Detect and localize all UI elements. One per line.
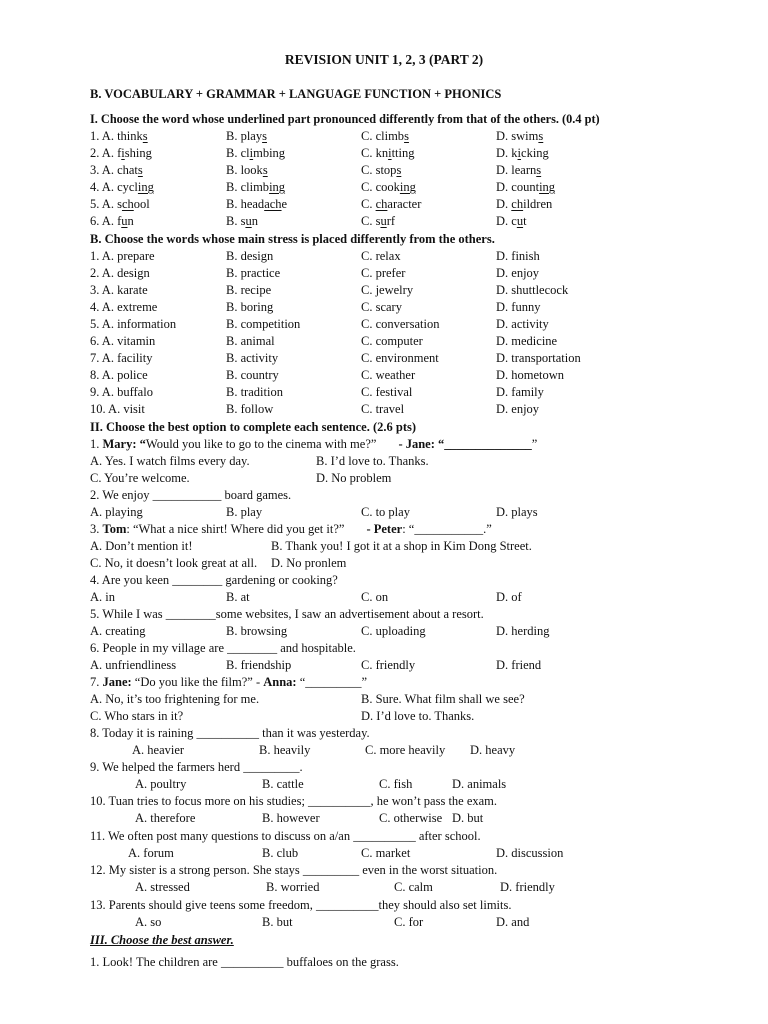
part1-row <box>90 179 730 196</box>
option-c[interactable]: C. to play <box>361 505 410 519</box>
option-b[interactable] <box>226 162 268 179</box>
question-11-options <box>90 845 730 862</box>
underlined-part: i <box>388 146 392 160</box>
option-b[interactable]: B. country <box>226 368 279 382</box>
option-c[interactable]: C. You’re welcome. <box>90 471 190 485</box>
option-a[interactable]: 10. A. visit <box>90 402 145 416</box>
word-part: 5. A. s <box>90 197 122 211</box>
option-d[interactable]: D. family <box>496 385 544 399</box>
page-title: REVISION UNIT 1, 2, 3 (PART 2) <box>284 52 484 67</box>
option-a[interactable] <box>90 213 134 230</box>
option-a[interactable]: 9. A. buffalo <box>90 385 153 399</box>
word-part: C. climb <box>361 129 405 143</box>
underlined-part: i <box>249 146 254 160</box>
question-10-options <box>90 810 730 827</box>
word-part: D. k <box>496 146 518 160</box>
question-1: 1. Mary: “Would you like to go to the cinema with me?” - Jane: “______________” <box>90 437 538 451</box>
option-a[interactable]: A. Yes. I watch films every day. <box>90 454 250 468</box>
question-4: 4. Are you keen ________ gardening or cooking? <box>90 573 338 587</box>
option-b[interactable]: B. club <box>262 846 299 860</box>
part1-row <box>90 196 730 213</box>
word-part: 6. A. f <box>90 214 122 228</box>
option-b[interactable]: B. practice <box>226 266 281 280</box>
option-d[interactable]: D. I’d love to. Thanks. <box>361 709 475 723</box>
underlined-part: u <box>380 214 387 228</box>
option-a[interactable]: A. heavier <box>132 743 185 757</box>
option-c[interactable]: C. No, it doesn’t look great at all. <box>90 556 258 570</box>
option-b[interactable]: B. worried <box>266 880 320 894</box>
question-8: 8. Today it is raining __________ than it was yesterday. <box>90 726 370 740</box>
option-d[interactable]: D. plays <box>496 505 538 519</box>
underlined-part: s <box>142 129 148 143</box>
option-d[interactable]: D. animals <box>452 777 507 791</box>
option-c[interactable]: C. for <box>394 915 424 929</box>
option-b[interactable]: B. boring <box>226 300 274 314</box>
option-d[interactable]: D. No pronlem <box>271 556 347 570</box>
option-b[interactable]: B. design <box>226 249 274 263</box>
option-d[interactable] <box>496 196 552 213</box>
part2-row <box>90 384 730 401</box>
option-c[interactable]: C. on <box>361 590 389 604</box>
option-d[interactable]: D. and <box>496 915 530 929</box>
option-d[interactable]: D. discussion <box>496 846 564 860</box>
option-b[interactable] <box>226 145 285 162</box>
underlined-part: ch <box>121 197 134 211</box>
word-part: e <box>281 197 288 211</box>
word-part: B. look <box>226 163 263 177</box>
option-d[interactable] <box>496 213 527 230</box>
word-part: ildren <box>523 197 553 211</box>
question-6: 6. People in my village are ________ and hospitable. <box>90 641 356 655</box>
option-a[interactable]: A. poultry <box>135 777 187 791</box>
option-c[interactable]: C. jewelry <box>361 283 414 297</box>
word-part: C. <box>361 197 376 211</box>
option-c[interactable] <box>361 145 415 162</box>
option-d[interactable]: D. transportation <box>496 351 581 365</box>
word-part: tting <box>391 146 415 160</box>
option-a[interactable]: 3. A. karate <box>90 283 148 297</box>
question-12-options <box>90 879 730 896</box>
part4-heading: III. Choose the best answer. <box>90 933 234 947</box>
option-a[interactable]: 2. A. design <box>90 266 150 280</box>
question-8-options <box>90 742 730 759</box>
word-part: n <box>251 214 258 228</box>
question-3-options-row1 <box>90 538 730 555</box>
word-part: aracter <box>387 197 422 211</box>
question-3: 3. Tom: “What a nice shirt! Where did you get it?” - Peter: “___________.” <box>90 522 492 536</box>
option-d[interactable]: D. No problem <box>316 471 392 485</box>
option-a[interactable]: 4. A. extreme <box>90 300 158 314</box>
part2-row <box>90 401 730 418</box>
option-c[interactable]: C. travel <box>361 402 405 416</box>
question-6-options <box>90 657 730 674</box>
part2-row <box>90 248 730 265</box>
part1-row <box>90 128 730 145</box>
underlined-part: i <box>517 146 522 160</box>
option-b[interactable]: B. play <box>226 505 263 519</box>
underlined-part: i <box>121 146 125 160</box>
word-part: 1. A. think <box>90 129 143 143</box>
option-a[interactable]: 1. A. prepare <box>90 249 155 263</box>
question-5: 5. While I was ________some websites, I saw an advertisement about a resort. <box>90 607 484 621</box>
option-a[interactable] <box>90 162 143 179</box>
question-13-options <box>90 914 730 931</box>
underlined-part: ing <box>399 180 416 194</box>
option-a[interactable]: A. Don’t mention it! <box>90 539 193 553</box>
option-b[interactable]: B. I’d love to. Thanks. <box>316 454 429 468</box>
option-c[interactable]: C. weather <box>361 368 416 382</box>
part1-row <box>90 213 730 230</box>
underlined-part: s <box>262 163 268 177</box>
option-c[interactable]: C. more heavily <box>365 743 446 757</box>
word-part: D. learn <box>496 163 537 177</box>
option-a[interactable]: A. therefore <box>135 811 196 825</box>
option-d[interactable]: D. but <box>452 811 484 825</box>
underlined-part: ch <box>375 197 388 211</box>
option-a[interactable] <box>90 128 148 145</box>
option-b[interactable]: B. follow <box>226 402 274 416</box>
option-c[interactable]: C. computer <box>361 334 423 348</box>
option-b[interactable]: B. heavily <box>259 743 311 757</box>
option-d[interactable]: D. shuttlecock <box>496 283 569 297</box>
option-b[interactable]: B. competition <box>226 317 301 331</box>
question-4-options <box>90 589 730 606</box>
question-1-options-row2 <box>90 470 730 487</box>
option-c[interactable]: C. environment <box>361 351 439 365</box>
question-11: 11. We often post many questions to discuss on a/an __________ after school. <box>90 829 481 843</box>
word-part: D. <box>496 197 512 211</box>
option-d[interactable]: D. enjoy <box>496 402 540 416</box>
option-c[interactable]: C. fish <box>379 777 413 791</box>
option-d[interactable]: D. heavy <box>470 743 516 757</box>
option-d[interactable] <box>496 179 555 196</box>
option-c[interactable] <box>361 196 421 213</box>
option-d[interactable]: D. herding <box>496 624 550 638</box>
part1-row <box>90 145 730 162</box>
word-part: C. cook <box>361 180 400 194</box>
option-c[interactable]: C. market <box>361 846 411 860</box>
option-c[interactable] <box>361 179 416 196</box>
option-d[interactable]: D. funny <box>496 300 541 314</box>
question-7-options-row2 <box>90 708 730 725</box>
part2-row <box>90 282 730 299</box>
option-c[interactable] <box>361 162 401 179</box>
part2-row <box>90 350 730 367</box>
question-5-options <box>90 623 730 640</box>
option-d[interactable]: D. finish <box>496 249 540 263</box>
option-c[interactable]: C. otherwise <box>379 811 443 825</box>
underlined-part: ing <box>137 180 154 194</box>
option-d[interactable] <box>496 145 549 162</box>
word-part: C. stop <box>361 163 397 177</box>
underlined-part: ing <box>539 180 556 194</box>
underlined-part: u <box>516 214 524 228</box>
option-b[interactable] <box>226 196 287 213</box>
option-b[interactable]: B. Thank you! I got it at a shop in Kim Dong Street. <box>271 539 532 553</box>
part3-heading: II. Choose the best option to complete each sentence. (2.6 pts) <box>90 420 417 434</box>
option-c[interactable]: C. relax <box>361 249 401 263</box>
option-b[interactable] <box>226 179 285 196</box>
question-2-options <box>90 504 730 521</box>
word-part: mbing <box>253 146 286 160</box>
option-d[interactable] <box>496 162 541 179</box>
word-part: 3. A. chat <box>90 163 138 177</box>
word-part: B. play <box>226 129 263 143</box>
word-part: C. kn <box>361 146 389 160</box>
option-a[interactable] <box>90 145 152 162</box>
underlined-part: s <box>262 129 267 143</box>
word-part: B. climb <box>226 180 270 194</box>
underlined-part: u <box>245 214 252 228</box>
part2-heading: B. Choose the words whose main stress is placed differently from the others. <box>90 232 495 246</box>
option-b[interactable]: B. tradition <box>226 385 283 399</box>
word-part: ool <box>133 197 150 211</box>
option-b[interactable]: B. recipe <box>226 283 272 297</box>
part2-row <box>90 333 730 350</box>
word-part: 2. A. f <box>90 146 122 160</box>
option-c[interactable]: C. calm <box>394 880 433 894</box>
option-a[interactable] <box>90 179 154 196</box>
option-b[interactable]: B. cattle <box>262 777 304 791</box>
option-a[interactable]: A. so <box>135 915 162 929</box>
option-d[interactable]: D. friend <box>496 658 542 672</box>
word-part: t <box>523 214 527 228</box>
word-part: n <box>127 214 134 228</box>
option-b[interactable] <box>226 128 267 145</box>
word-part: 4. A. cycl <box>90 180 138 194</box>
word-part: rf <box>386 214 396 228</box>
word-part: cking <box>521 146 549 160</box>
option-d[interactable]: D. enjoy <box>496 266 540 280</box>
underlined-part: s <box>538 129 544 143</box>
option-c[interactable]: C. Who stars in it? <box>90 709 184 723</box>
option-d[interactable]: D. of <box>496 590 522 604</box>
underlined-part: u <box>121 214 128 228</box>
option-c[interactable]: C. uploading <box>361 624 426 638</box>
question-1-options-row1 <box>90 453 730 470</box>
option-c[interactable]: C. scary <box>361 300 402 314</box>
word-part: D. c <box>496 214 517 228</box>
underlined-part: ing <box>269 180 286 194</box>
part4-question-1: 1. Look! The children are __________ buffaloes on the grass. <box>90 955 399 969</box>
option-a[interactable]: A. playing <box>90 505 143 519</box>
option-a[interactable]: A. No, it’s too frightening for me. <box>90 692 260 706</box>
part2-row <box>90 367 730 384</box>
underlined-part: s <box>536 163 542 177</box>
option-a[interactable]: 6. A. vitamin <box>90 334 156 348</box>
option-b[interactable]: B. Sure. What film shall we see? <box>361 692 525 706</box>
option-b[interactable]: B. friendship <box>226 658 292 672</box>
option-a[interactable]: A. stressed <box>135 880 190 894</box>
option-b[interactable]: B. however <box>262 811 320 825</box>
underlined-part: s <box>404 129 409 143</box>
question-2: 2. We enjoy ___________ board games. <box>90 488 292 502</box>
option-a[interactable] <box>90 196 150 213</box>
underlined-part: ch <box>511 197 524 211</box>
part2-row <box>90 316 730 333</box>
option-c[interactable]: C. friendly <box>361 658 416 672</box>
word-part: D. count <box>496 180 540 194</box>
option-b[interactable]: B. activity <box>226 351 279 365</box>
option-a[interactable]: 8. A. police <box>90 368 148 382</box>
section-b-heading: B. VOCABULARY + GRAMMAR + LANGUAGE FUNCTION + PHONICS <box>90 87 502 101</box>
question-12: 12. My sister is a strong person. She stays _________ even in the worst situation. <box>90 863 498 877</box>
option-c[interactable] <box>361 213 395 230</box>
word-part: B. s <box>226 214 246 228</box>
option-b[interactable]: B. browsing <box>226 624 288 638</box>
underlined-part: s <box>396 163 402 177</box>
option-a[interactable]: 5. A. information <box>90 317 177 331</box>
option-c[interactable]: C. prefer <box>361 266 406 280</box>
option-d[interactable] <box>496 128 543 145</box>
option-b[interactable] <box>226 213 258 230</box>
word-part: D. swim <box>496 129 539 143</box>
option-d[interactable]: D. friendly <box>500 880 555 894</box>
part2-row <box>90 299 730 316</box>
word-part: C. s <box>361 214 381 228</box>
option-a[interactable]: A. creating <box>90 624 146 638</box>
option-c[interactable] <box>361 128 409 145</box>
option-b[interactable]: B. animal <box>226 334 275 348</box>
question-9: 9. We helped the farmers herd _________. <box>90 760 303 774</box>
question-13: 13. Parents should give teens some freedom, __________they should also set limits. <box>90 898 512 912</box>
question-7-options-row1 <box>90 691 730 708</box>
question-3-options-row2 <box>90 555 730 572</box>
option-b[interactable]: B. but <box>262 915 293 929</box>
part2-row <box>90 265 730 282</box>
option-a[interactable]: 7. A. facility <box>90 351 153 365</box>
option-a[interactable]: A. forum <box>128 846 174 860</box>
word-part: B. head <box>226 197 265 211</box>
option-d[interactable]: D. activity <box>496 317 549 331</box>
word-part: shing <box>124 146 152 160</box>
option-c[interactable]: C. conversation <box>361 317 440 331</box>
question-7: 7. Jane: “Do you like the film?” - Anna: “_________” <box>90 675 368 689</box>
question-10: 10. Tuan tries to focus more on his studies; __________, he won’t pass the exam. <box>90 794 498 808</box>
word-part: B. cl <box>226 146 250 160</box>
option-a[interactable]: A. in <box>90 590 115 604</box>
option-b[interactable]: B. at <box>226 590 250 604</box>
option-c[interactable]: C. festival <box>361 385 413 399</box>
underlined-part: s <box>137 163 143 177</box>
option-a[interactable]: A. unfriendliness <box>90 658 177 672</box>
part1-heading: I. Choose the word whose underlined part pronounced differently from that of the others. (0.4 pt) <box>90 112 600 126</box>
option-d[interactable]: D. medicine <box>496 334 558 348</box>
option-d[interactable]: D. hometown <box>496 368 565 382</box>
question-9-options <box>90 776 730 793</box>
underlined-part: ach <box>264 197 282 211</box>
part1-row <box>90 162 730 179</box>
